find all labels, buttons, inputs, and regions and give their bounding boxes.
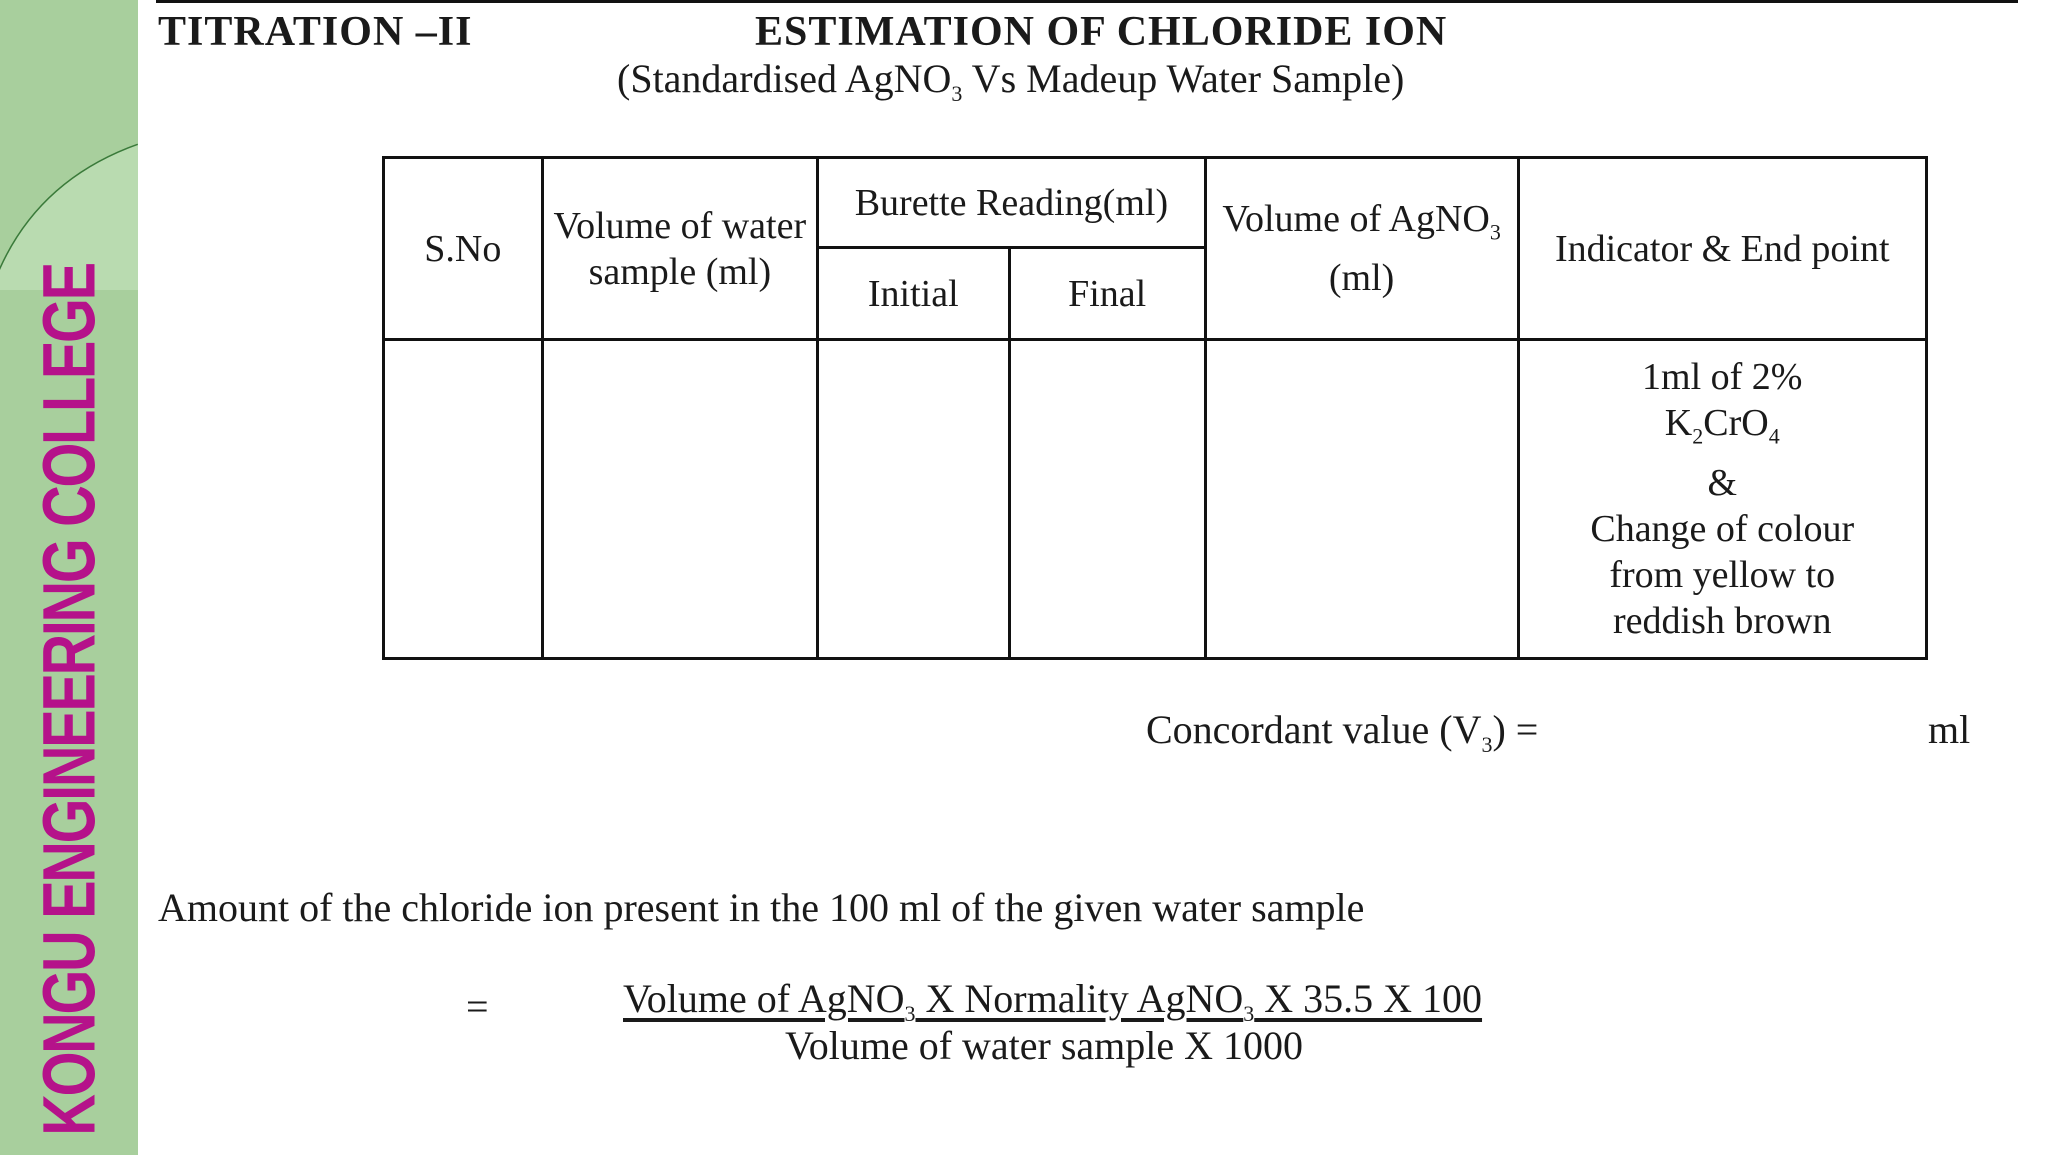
- header-indicator: Indicator & End point: [1518, 158, 1927, 340]
- amount-statement: Amount of the chloride ion present in the 100 ml of the given water sample: [158, 885, 1365, 930]
- formula-equals: =: [466, 984, 489, 1029]
- header-initial: Initial: [818, 248, 1010, 340]
- header-final: Final: [1009, 248, 1205, 340]
- formula-numerator: Volume of AgNO$_3$ X Normality AgNO$_3$ X 35.5 X 100: [623, 976, 1483, 1026]
- titration-label: TITRATION –II: [158, 9, 473, 55]
- header-volume-water: Volume of water sample (ml): [542, 158, 817, 340]
- indicator-line-6: reddish brown: [1613, 599, 1832, 642]
- indicator-line-5: from yellow to: [1609, 553, 1836, 596]
- page-title: ESTIMATION OF CHLORIDE ION: [755, 9, 1448, 55]
- cell-volume-water: [542, 340, 817, 659]
- header-volume-agno3: Volume of AgNO$_3$ (ml): [1205, 158, 1518, 340]
- cell-volume-agno3: [1205, 340, 1518, 659]
- titration-table: [382, 156, 1928, 660]
- college-name: KONGU ENGINEERING COLLEGE: [27, 264, 111, 1136]
- cell-initial: [818, 340, 1010, 659]
- cell-indicator: [1518, 340, 1927, 659]
- cell-final: [1009, 340, 1205, 659]
- table-row: [384, 340, 1927, 659]
- college-banner: [0, 0, 138, 1155]
- header-sno: S.No: [384, 158, 543, 340]
- indicator-line-2: $K_2CrO_4$: [1664, 402, 1780, 449]
- concordant-value-label: Concordant value $(V_3)$ =: [1146, 707, 1539, 757]
- table-header-row: [384, 158, 1927, 248]
- concordant-unit: ml: [1928, 707, 1971, 752]
- top-divider: [156, 0, 2018, 3]
- page-subtitle: (Standardised AgNO$_3$ Vs Madeup Water Sample): [617, 56, 1405, 106]
- header-burette-reading: Burette Reading(ml): [818, 158, 1206, 248]
- cell-sno: [384, 340, 543, 659]
- indicator-line-1: 1ml of 2%: [1642, 356, 1803, 399]
- indicator-line-4: Change of colour: [1590, 507, 1855, 550]
- indicator-line-3: &: [1707, 461, 1738, 504]
- formula-denominator: Volume of water sample X 1000: [785, 1023, 1304, 1068]
